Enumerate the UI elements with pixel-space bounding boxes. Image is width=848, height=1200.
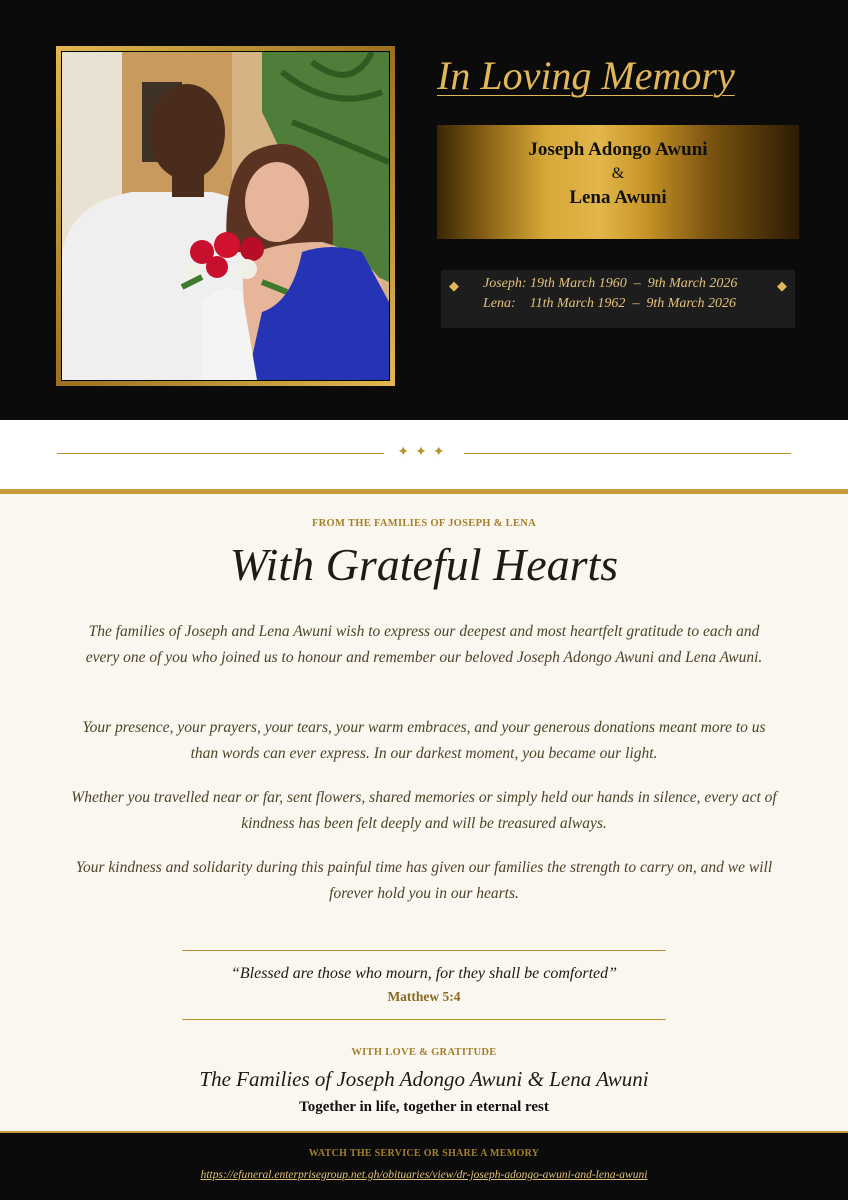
dates-lena: Lena: 11th March 1962 – 9th March 2026 — [483, 296, 737, 311]
couple-photo — [61, 51, 390, 381]
headline: With Grateful Hearts — [229, 539, 619, 590]
families-signature: The Families of Joseph Adongo Awuni & Lena Awuni — [199, 1067, 649, 1091]
header-panel — [0, 0, 848, 420]
obituary-link[interactable]: https://efuneral.enterprisegroup.net.gh/obituaries/view/dr-joseph-adongo-awuni-and-lena-awuni — [200, 1169, 648, 1181]
gold-rule — [0, 489, 848, 494]
divider-band — [0, 420, 848, 490]
tagline: Together in life, together in eternal rest — [299, 1099, 549, 1115]
ampersand: & — [611, 165, 625, 182]
name-lena: Lena Awuni — [569, 187, 667, 208]
name-joseph: Joseph Adongo Awuni — [528, 139, 708, 160]
quote-rule-bottom — [182, 1019, 666, 1020]
paragraph: Your presence, your prayers, your tears, your warm embraces, and your generous donations meant more to us than words can ever express. In our darkest moment, you became our light. — [82, 719, 766, 762]
diamond-icon: ◆ — [777, 278, 787, 293]
scripture-reference: Matthew 5:4 — [387, 989, 461, 1004]
dates-joseph: Joseph: 19th March 1960 – 9th March 2026 — [483, 276, 738, 291]
quote-rule-top — [182, 950, 666, 951]
paragraph: Your kindness and solidarity during this painful time has given our families the strength to carry on, and we will forever hold you in our hearts. — [75, 859, 773, 902]
names-plate — [437, 125, 799, 239]
dates-box — [441, 270, 795, 328]
sparkle-icon: ✦✦✦ — [397, 445, 451, 460]
memorial-photo-frame — [56, 46, 395, 386]
section-eyebrow: FROM THE FAMILIES OF JOSEPH & LENA — [311, 518, 537, 529]
paragraph: Whether you travelled near or far, sent flowers, shared memories or simply held our hands in silence, every act of kindness has been felt deeply and will be treasured always. — [71, 789, 777, 832]
page-title: In Loving Memory — [437, 53, 735, 98]
signoff-label: WITH LOVE & GRATITUDE — [351, 1047, 497, 1058]
footer — [0, 1131, 848, 1200]
footer-cta: WATCH THE SERVICE OR SHARE A MEMORY — [308, 1148, 540, 1159]
paragraph: The families of Joseph and Lena Awuni wish to express our deepest and most heartfelt gratitude to each and every one of you who joined us to honour and remember our beloved Joseph Adongo Awuni and Lena Awuni. — [85, 623, 763, 666]
diamond-icon: ◆ — [449, 278, 459, 293]
scripture-quote: “Blessed are those who mourn, for they shall be comforted” — [230, 965, 618, 982]
